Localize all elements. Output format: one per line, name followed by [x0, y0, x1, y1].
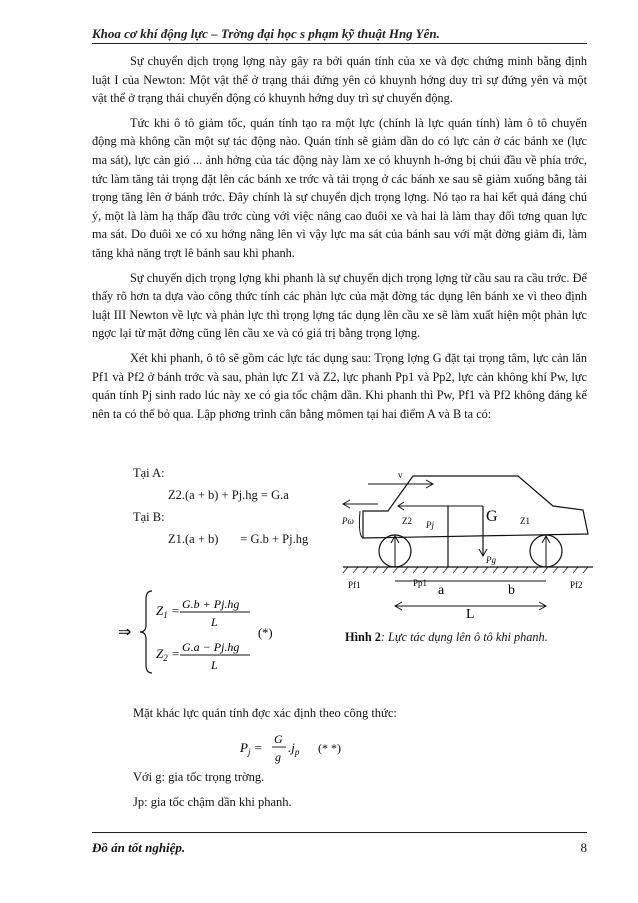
- label-pg: Pg: [486, 555, 496, 565]
- z1-numerator: G.b + Pj.hg: [182, 597, 240, 611]
- label-z2: Z2: [402, 516, 412, 526]
- svg-text:.jp: $.j_p$: [288, 740, 300, 757]
- label-pf2: Pf2: [570, 580, 583, 590]
- label-pw: Pω: [342, 516, 354, 526]
- label-pj: Pj: [426, 520, 434, 530]
- paragraph-1: Sự chuyển dịch trọng lợng này gây ra bởi quán tính của xe và đợc chứng minh bằng định luật I của Newton: Một vật thể ở trạng thái đứng yên có khuynh hớng duy trì sự đứng yên và một vật thể ở trạng thái chuyển động có khuynh hớng duy trì sự chuyển động.: [92, 54, 587, 106]
- inertia-formula: [240, 728, 380, 768]
- z2-denominator: L: [211, 658, 218, 672]
- inertia-intro: Mặt khác lực quán tính đợc xác định theo công thức:: [133, 706, 397, 720]
- g-definition: Với g: gia tốc trọng trờng.: [133, 770, 265, 784]
- jp-definition: Jp: gia tốc chậm dần khi phanh.: [133, 795, 292, 809]
- figure-caption: [345, 630, 548, 645]
- svg-text:Pj =: $P_j$ =: [240, 740, 263, 757]
- label-pf1: Pf1: [348, 580, 361, 590]
- page-header-title: Khoa cơ khí động lực – Trờng đại học s phạm kỹ thuật Hng Yên.: [92, 26, 440, 41]
- svg-text:Z1 =: $Z_1$ =: [156, 603, 180, 620]
- label-pp1: Pp1: [413, 578, 428, 588]
- car-force-diagram: [338, 466, 598, 621]
- label-b: b: [508, 583, 515, 598]
- solved-system: [118, 585, 298, 680]
- header-rule: [92, 43, 587, 44]
- svg-text:Z2 =: $Z_2$ =: [156, 646, 180, 663]
- label-g: G: [486, 508, 498, 525]
- label-z1: Z1: [520, 516, 530, 526]
- brace: [140, 591, 152, 673]
- formula-tag: (* *): [318, 741, 341, 755]
- at-a-label: Tại A:: [133, 466, 165, 480]
- svg-text:G: G: [274, 732, 283, 746]
- svg-text:g: g: [275, 750, 281, 764]
- implies-arrow: ⇒: [118, 624, 132, 641]
- caption-number: Hình 2: [345, 630, 381, 644]
- body-text: [92, 52, 587, 429]
- car-body: [363, 476, 588, 538]
- paragraph-2: Tức khi ô tô giảm tốc, quán tính tạo ra một lực (chính là lực quán tính) làm ô tô chuyển động mà không cần một sự tác động nào. Quán tính sẽ giảm dần do có lực cản ở các bánh xe (lực ma sát), lực cản gió ... ảnh hởng của tác động này làm xe có khuynh h-ớng bị chúi đầu về phía trớc, tức làm tăng tải trọng đặt lên các bánh xe trớc và tải trọng ở các bánh xe sau sẽ giảm xuống bằng tải trọng tăng lên ở bánh trớc. Đây chính là sự chuyển dịch trọng lợng. Nó tạo ra hai kết quả đáng chú ý, một là làm hạ thấp đầu trớc cùng với việc nâng cao đuôi xe và hai là làm thay đổi tơng quan lực ma sát. Do đuôi xe có xu hớng nâng lên vì vậy lực ma sát của bánh sau với mặt đờng giảm đi, làm tăng khả năng trợt lê bánh sau khi phanh.: [92, 115, 587, 260]
- system-tag: (*): [258, 626, 273, 640]
- page-number: 8: [580, 840, 587, 855]
- paragraph-4: Xét khi phanh, ô tô sẽ gồm các lực tác dụng sau: Trọng lợng G đặt tại trọng tâm, lực cản lăn Pf1 và Pf2 ở bánh trớc và sau, phản lực Z1 và Z2, lực phanh Pp1 và Pp2, lực cản không khí Pw, lực quán tính Pj sinh rado lúc này xe có gia tốc chậm dần. Khi phanh thì Pw, Pf1 và Pf2 không đáng kể nên ta có thể bỏ qua. Lập phơng trình cân bằng mômen tại hai điểm A và B ta có:: [92, 350, 587, 421]
- footer-rule: [92, 832, 587, 833]
- label-a: a: [438, 583, 445, 598]
- at-b-label: Tại B:: [133, 510, 165, 524]
- z2-numerator: G.a − Pj.hg: [182, 640, 240, 654]
- label-v: v: [398, 470, 403, 480]
- label-l: L: [466, 607, 475, 621]
- caption-text: : Lực tác dụng lên ô tô khi phanh.: [380, 630, 548, 644]
- footer-title: Đồ án tốt nghiệp.: [92, 840, 186, 855]
- paragraph-3: Sự chuyển dịch trọng lợng khi phanh là sự chuyển dịch trọng lợng từ cầu sau ra cầu trớc. Để thấy rõ hơn ta dựa vào công thức tính các phản lực của mặt đờng tác dụng lên bánh xe vì theo định luật III Newton về lực và phản lực thì trọng lợng tác dụng lên cầu xe sẽ làm xuất hiện một phản lực ngợc lại từ mặt đờng cũng lên cầu xe và có giá trị bằng trọng lợng.: [92, 270, 587, 341]
- at-a-equation: Z2.(a + b) + Pj.hg = G.a: [168, 488, 289, 502]
- at-b-equation: Z1.(a + b) = G.b + Pj.hg: [168, 532, 309, 546]
- z1-denominator: L: [211, 615, 218, 629]
